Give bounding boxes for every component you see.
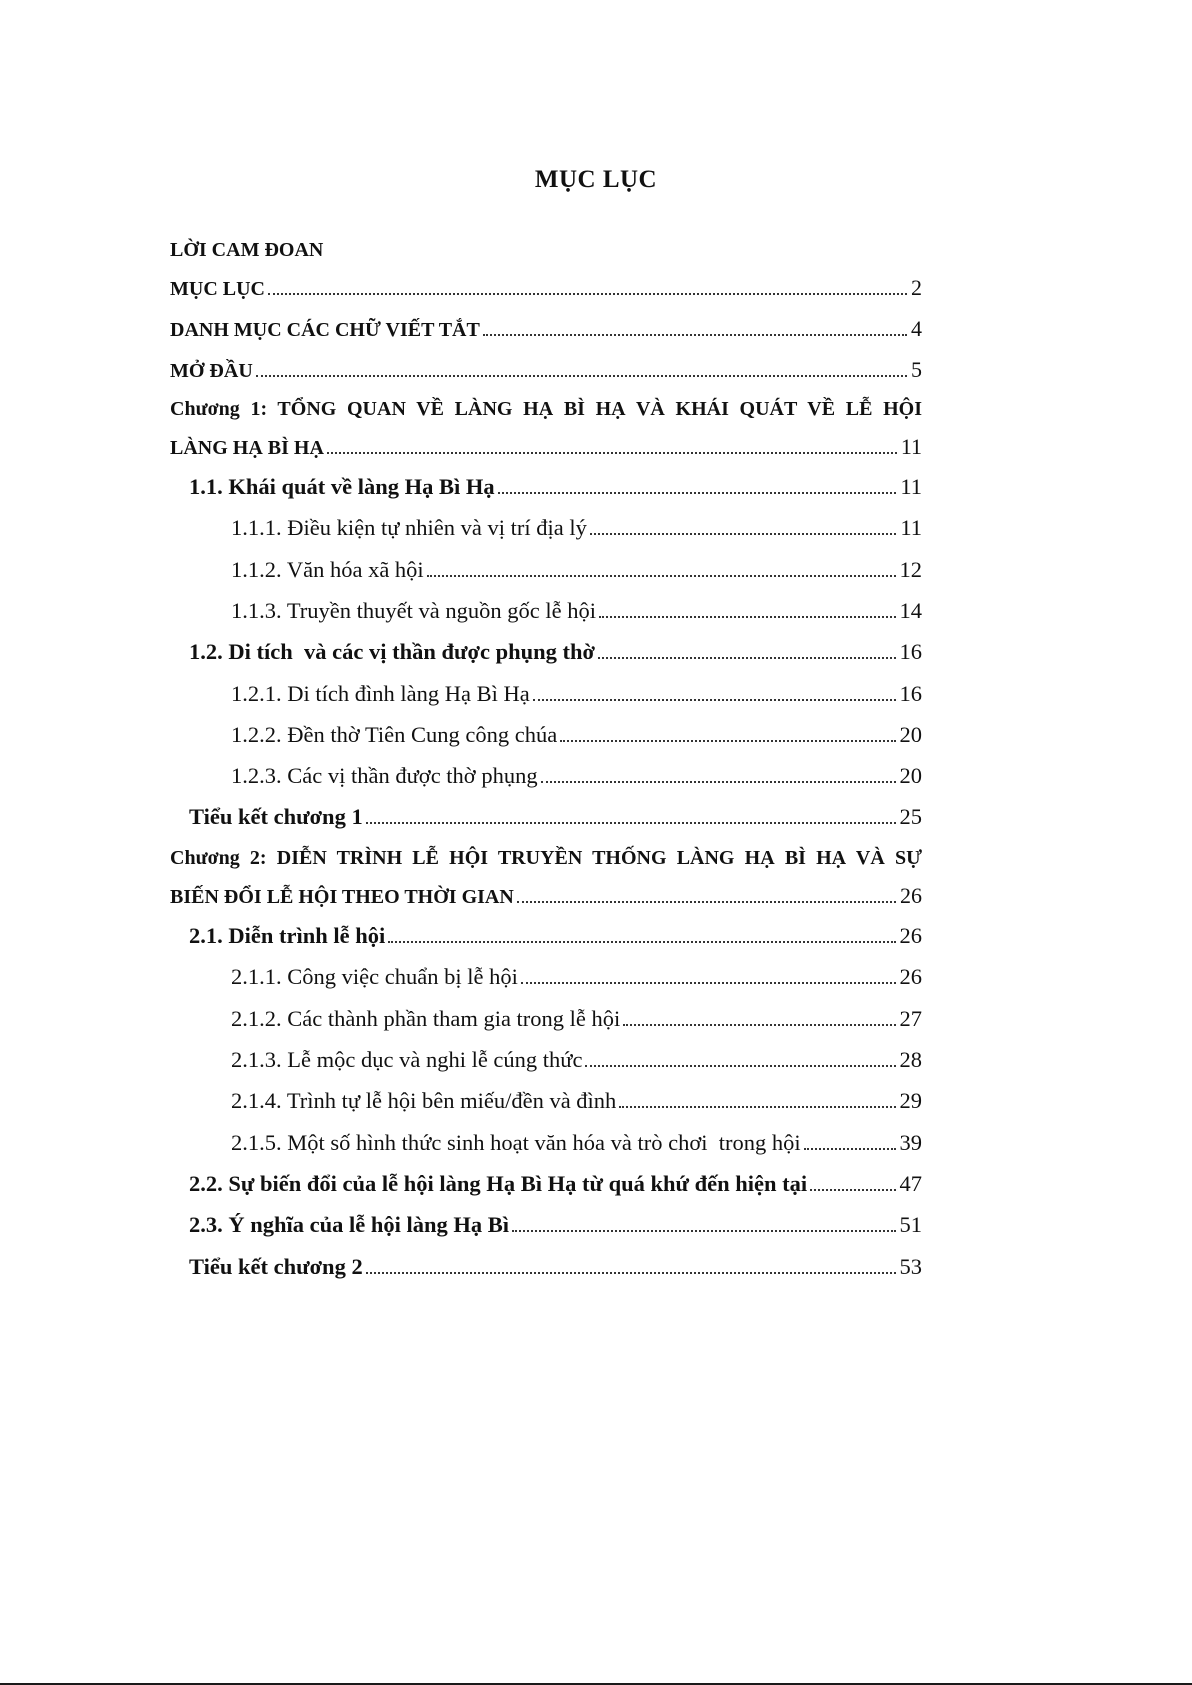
toc-label: Tiểu kết chương 1 — [189, 804, 363, 829]
toc-leader-dots — [623, 1024, 895, 1026]
toc-page-number: 20 — [899, 722, 922, 747]
toc-leader-dots — [599, 616, 896, 618]
toc-leader-dots — [517, 901, 896, 903]
toc-leader-dots — [810, 1189, 895, 1191]
toc-page-number: 20 — [899, 763, 922, 788]
toc-entry-1-1[interactable] — [189, 472, 922, 502]
toc-leader-dots — [804, 1148, 896, 1150]
toc-page-number: 53 — [899, 1254, 922, 1279]
toc-page-number: 2 — [911, 275, 922, 300]
toc-leader-dots — [541, 781, 896, 783]
toc-entry-danh-muc[interactable] — [170, 314, 922, 344]
toc-leader-dots — [483, 334, 907, 336]
toc-label: Tiểu kết chương 2 — [189, 1254, 363, 1279]
toc-entry-2-3[interactable] — [189, 1210, 922, 1240]
toc-leader-dots — [366, 822, 896, 824]
toc-entry-1-1-1[interactable] — [231, 513, 922, 543]
toc-leader-dots — [268, 293, 907, 295]
toc-page-number: 11 — [900, 515, 922, 540]
toc-page-number: 26 — [899, 923, 922, 948]
toc-label: 2.3. Ý nghĩa của lễ hội làng Hạ Bì — [189, 1212, 510, 1237]
toc-page-number: 5 — [911, 357, 922, 382]
toc-label: 2.1.3. Lễ mộc dục và nghi lễ cúng thức — [231, 1047, 583, 1072]
toc-leader-dots — [327, 452, 897, 454]
toc-label: 2.1.4. Trình tự lễ hội bên miếu/đền và đình — [231, 1088, 617, 1113]
toc-entry-2-1-3[interactable] — [231, 1045, 922, 1075]
toc-page-number: 16 — [899, 681, 922, 706]
toc-entry-muc-luc[interactable] — [170, 273, 922, 303]
toc-label: MỤC LỤC — [170, 278, 265, 300]
toc-entry-2-2[interactable] — [189, 1169, 922, 1199]
toc-label: 2.1.1. Công việc chuẩn bị lễ hội — [231, 964, 518, 989]
toc-entry-chapter-1[interactable] — [170, 432, 922, 462]
toc-page-number: 47 — [899, 1171, 922, 1196]
toc-leader-dots — [598, 657, 896, 659]
toc-entry-1-2-2[interactable] — [231, 720, 922, 750]
toc-page-number: 11 — [900, 434, 922, 459]
toc-page-number: 51 — [899, 1212, 922, 1237]
toc-entry-tieu-ket-1[interactable] — [189, 802, 922, 832]
toc-page-number: 26 — [900, 883, 922, 908]
toc-leader-dots — [560, 740, 895, 742]
toc-page-number: 12 — [899, 557, 922, 582]
toc-page-number: 4 — [911, 316, 922, 341]
toc-entry-1-2-3[interactable] — [231, 761, 922, 791]
toc-label: 2.1. Diễn trình lễ hội — [189, 923, 386, 948]
toc-leader-dots — [585, 1065, 895, 1067]
toc-entry-2-1[interactable] — [189, 921, 922, 951]
toc-entry-mo-dau[interactable] — [170, 355, 922, 385]
toc-leader-dots — [521, 982, 896, 984]
toc-label: 2.1.2. Các thành phần tham gia trong lễ hội — [231, 1006, 621, 1031]
toc-label: BIẾN ĐỔI LỄ HỘI THEO THỜI GIAN — [170, 886, 514, 908]
toc-entry-tieu-ket-2[interactable] — [189, 1252, 922, 1282]
toc-page-number: 25 — [899, 804, 922, 829]
toc-entry-2-1-1[interactable] — [231, 962, 922, 992]
toc-label: 1.2. Di tích và các vị thần được phụng thờ — [189, 639, 595, 664]
toc-leader-dots — [256, 375, 907, 377]
toc-page-number: 29 — [899, 1088, 922, 1113]
toc-entry-2-1-5[interactable] — [231, 1128, 922, 1158]
toc-page-number: 28 — [899, 1047, 922, 1072]
toc-entry-1-2-1[interactable] — [231, 679, 922, 709]
toc-chapter-1-heading: Chương 1: TỔNG QUAN VỀ LÀNG HẠ BÌ HẠ VÀ KHÁI QUÁT VỀ LỄ HỘI — [170, 398, 922, 420]
toc-label: 1.2.1. Di tích đình làng Hạ Bì Hạ — [231, 681, 530, 706]
toc-leader-dots — [619, 1106, 895, 1108]
toc-entry-2-1-2[interactable] — [231, 1004, 922, 1034]
toc-entry-1-1-3[interactable] — [231, 596, 922, 626]
toc-label: 2.1.5. Một số hình thức sinh hoạt văn hóa và trò chơi trong hội — [231, 1130, 801, 1155]
toc-page-number: 11 — [900, 474, 922, 499]
toc-leader-dots — [533, 699, 896, 701]
toc-label: 1.2.2. Đền thờ Tiên Cung công chúa — [231, 722, 558, 747]
toc-leader-dots — [512, 1230, 895, 1232]
toc-leader-dots — [427, 575, 896, 577]
toc-label: MỞ ĐẦU — [170, 360, 253, 382]
toc-label: LỜI CAM ĐOAN — [170, 239, 324, 261]
toc-leader-dots — [388, 941, 895, 943]
toc-leader-dots — [498, 492, 897, 494]
toc-label: DANH MỤC CÁC CHỮ VIẾT TẮT — [170, 319, 480, 341]
toc-label: 1.1. Khái quát về làng Hạ Bì Hạ — [189, 474, 495, 499]
toc-entry-chapter-2[interactable] — [170, 881, 922, 911]
page-title: MỤC LỤC — [534, 166, 658, 193]
toc-chapter-2-heading: Chương 2: DIỄN TRÌNH LỄ HỘI TRUYỀN THỐNG LÀNG HẠ BÌ HẠ VÀ SỰ — [170, 847, 922, 869]
toc-entry-1-2[interactable] — [189, 637, 922, 667]
toc-label: LÀNG HẠ BÌ HẠ — [170, 437, 324, 459]
toc-page-number: 27 — [899, 1006, 922, 1031]
toc-label: 1.2.3. Các vị thần được thờ phụng — [231, 763, 538, 788]
toc-page-number: 39 — [899, 1130, 922, 1155]
toc-page-number: 16 — [899, 639, 922, 664]
toc-label: 1.1.3. Truyền thuyết và nguồn gốc lễ hội — [231, 598, 596, 623]
toc-leader-dots — [590, 533, 896, 535]
toc-leader-dots — [366, 1272, 896, 1274]
toc-page-number: 14 — [899, 598, 922, 623]
toc-entry-2-1-4[interactable] — [231, 1086, 922, 1116]
toc-label: 2.2. Sự biến đổi của lễ hội làng Hạ Bì Hạ từ quá khứ đến hiện tại — [189, 1171, 808, 1196]
toc-label: 1.1.1. Điều kiện tự nhiên và vị trí địa lý — [231, 515, 587, 540]
toc-page-number: 26 — [899, 964, 922, 989]
toc-entry-loi-cam-doan — [170, 235, 323, 265]
toc-label: 1.1.2. Văn hóa xã hội — [231, 557, 424, 582]
toc-entry-1-1-2[interactable] — [231, 555, 922, 585]
